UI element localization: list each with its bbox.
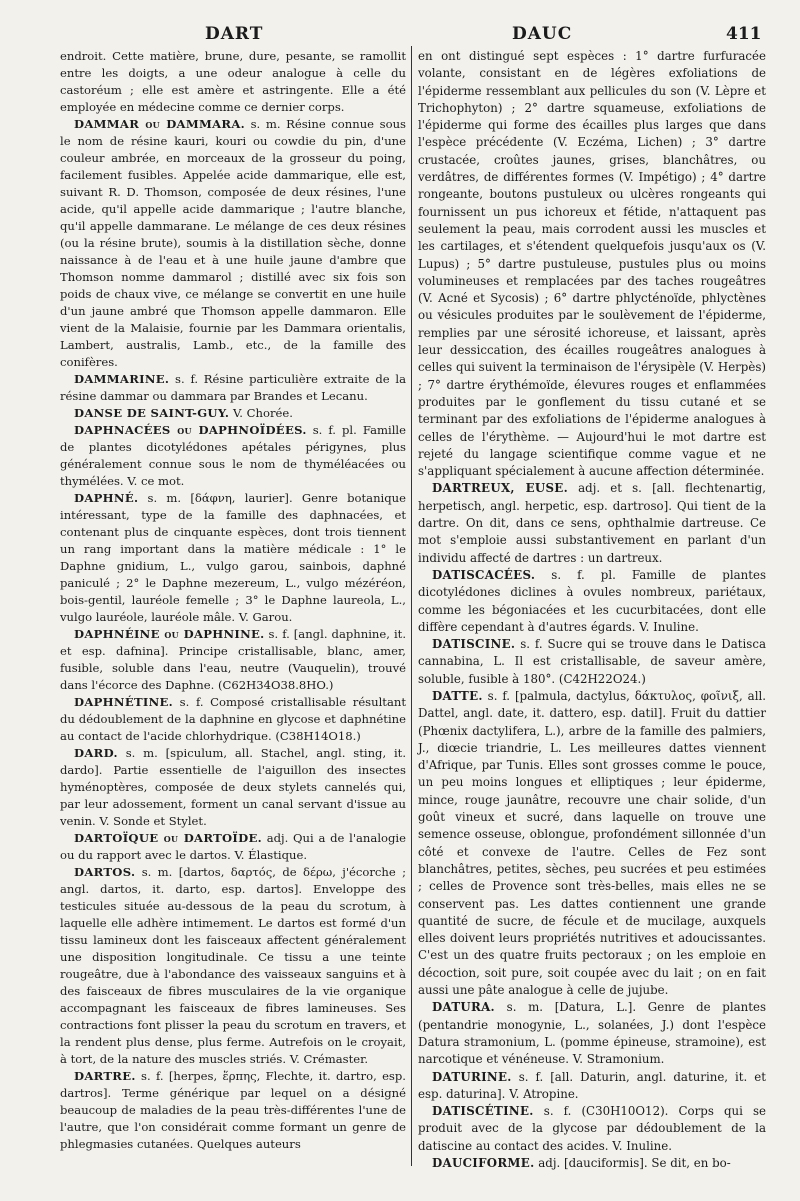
- running-head-right: DAUC: [512, 24, 573, 44]
- entry-text: s. m. [dartos, δαρτός, de δέρω, j'écorche ; angl. dartos, it. darto, esp. dartos]. Enveloppe des testicules située au-dessous de la peau du scrotum, à laquelle elle adhère intimement. Le dartos est formé d'un tissu lamineux dont les faisceaux affectent généralement une disposition longitudinale. Ce tissu a une teinte rougeâtre, due à l'abondance des vaisseaux sanguins et à des faisceaux de fibres musculaires de la vie organique accompagnant les faisceaux de fibres lamineuses. Ses contractions font plisser la peau du scrotum en travers, et la rendent plus dense, plus ferme. Autrefois on le croyait, à tort, de la nature des muscles striés. V. Crémaster.: [60, 865, 407, 1066]
- entry-headword: DARTOS.: [74, 865, 136, 879]
- entry-headword: DANSE DE SAINT-GUY.: [74, 406, 230, 420]
- page-number: 411: [726, 24, 762, 44]
- entry-headword: DAPHNACÉES ou DAPHNOÏDÉES.: [74, 423, 307, 437]
- entry-text: s. f. (C30H10O12). Corps qui se produit avec de la glycose par dédoublement de la datiscine au contact des acides. V. Inuline.: [418, 1104, 766, 1153]
- entry-text: s. f. [palmula, dactylus, δάκτυλος, φοῖνιξ, all. Dattel, angl. date, it. dattero, esp. datil]. Fruit du dattier (Phœnix dactylifera, L.), arbre de la famille des palmiers, J., diœcie triandrie, L. Les meilleures dattes viennent d'Afrique, par Tunis. Elles sont grosses comme le pouce, un peu moins longues et elliptiques ; leur épiderme, mince, rouge jaunâtre, recouvre une chair solide, d'un goût vineux et sucré, dans laquelle on trouve une semence osseuse, oblongue, profondément sillonnée d'un côté et convexe de l'autre. Celles de Fez sont blanchâtres, petites, sèches, peu sucrées et peu estimées ; celles de Provence sont très-belles, mais elles ne se conservent pas. Les dattes contiennent une grande quantité de sucre, de fécule et de mucilage, auxquels elles doivent leurs propriétés nutritives et adoucissantes. C'est un des quatre fruits pectoraux ; on les emploie en décoction, soit pure, soit coupée avec du lait ; on en fait aussi une pâte analogue à celle de jujube.: [418, 688, 766, 998]
- entry-headword: DATURA.: [432, 1000, 495, 1015]
- dictionary-entry: [60, 490, 406, 626]
- entry-headword: DAUCIFORME.: [432, 1156, 535, 1170]
- entry-text: s. f. [angl. daphnine, it. et esp. dafnina]. Principe cristallisable, blanc, amer, fusible, soluble dans l'eau, neutre (Vauquelin), trouvé dans l'écorce des Daphne. (C62H34O38.8HO.): [60, 627, 407, 692]
- entry-text: adj. Qui a de l'analogie ou du rapport avec le dartos. V. Élastique.: [60, 831, 406, 862]
- entry-headword: DAMMAR ou DAMMARA.: [74, 117, 245, 131]
- running-head-left: DART: [205, 24, 264, 44]
- entry-text: s. f. Sucre qui se trouve dans le Datisca cannabina, L. Il est cristallisable, de saveur amère, soluble, fusible à 180°. (C42H22O24.): [418, 637, 766, 686]
- dictionary-entry: [60, 48, 406, 116]
- dictionary-entry: [418, 1155, 766, 1172]
- dictionary-entry: [418, 999, 766, 1068]
- entry-text: s. m. [spiculum, all. Stachel, angl. sting, it. dardo]. Partie essentielle de l'aiguillon des insectes hyménoptères, composée de deux stylets cannelés qui, par leur adossement, forment un canal servant d'issue au venin. V. Sonde et Stylet.: [60, 746, 407, 828]
- dictionary-entry: [418, 480, 766, 566]
- left-column: [60, 48, 406, 1153]
- dictionary-entry: [418, 1103, 766, 1155]
- dictionary-entry: [60, 116, 406, 371]
- entry-headword: DATURINE.: [432, 1069, 512, 1084]
- entry-text: s. f. [herpes, ἕρπης, Flechte, it. dartro, esp. dartros]. Terme générique par lequel on a désigné beaucoup de maladies de la peau très-différentes l'une de l'autre, que l'on considérait comme formant un genre de phlegmasies cutanées. Quelques auteurs: [60, 1069, 406, 1151]
- entry-text: V. Chorée.: [232, 406, 293, 420]
- entry-text: s. f. pl. Famille de plantes dicotylédones diclines à ovules nombreux, pariétaux, comme les bégoniacées et les cucurbitacées, dont elle diffère cependant à d'autres égards. V. Inuline.: [418, 567, 766, 634]
- entry-text: adj. et s. [all. flechtenartig, herpetisch, angl. herpetic, esp. dartroso]. Qui tient de la dartre. On dit, dans ce sens, ophthalmie dartreuse. Ce mot s'emploie aussi substantivement en parlant d'un individu affecté de dartres : un dartreux.: [418, 481, 767, 565]
- dictionary-entry: [418, 567, 766, 636]
- dictionary-entry: [60, 745, 406, 830]
- dictionary-entry: [60, 371, 406, 405]
- entry-headword: DARD.: [74, 746, 118, 760]
- entry-headword: DATISCÉTINE.: [432, 1104, 534, 1119]
- dictionary-entry: [418, 48, 766, 480]
- dictionary-entry: [60, 694, 406, 745]
- entry-headword: DAPHNÉTINE.: [74, 695, 173, 709]
- entry-headword: DARTRE.: [74, 1069, 136, 1083]
- entry-text: s. f. Composé cristallisable résultant du dédoublement de la daphnine en glycose et daphnétine au contact de l'acide chlorhydrique. (C38H14O18.): [60, 695, 407, 743]
- right-column: [418, 48, 766, 1172]
- entry-headword: DATISCINE.: [432, 637, 516, 652]
- entry-headword: DATISCACÉES.: [432, 567, 536, 582]
- dictionary-entry: [60, 1068, 406, 1153]
- dictionary-entry: [418, 1069, 766, 1104]
- entry-text: en ont distingué sept espèces : 1° dartre furfuracée volante, consistant en de légères exfoliations de l'épiderme ressemblant aux pellicules du son (V. Lèpre et Trichophyton) ; 2° dartre squameuse, exfoliations de l'épiderme qui forme des écailles plus larges que dans l'espèce précédente (V. Eczéma, Lichen) ; 3° dartre crustacée, croûtes jaunes, grises, blanchâtres, ou verdâtres, de différentes formes (V. Impétigo) ; 4° dartre rongeante, boutons pustuleux ou ulcères rongeants qui fournissent un pus ichoreux et fétide, n'attaquent pas seulement la peau, mais corrodent aussi les muscles et les cartilages, et s'étendent quelquefois jusqu'aux os (V. Lupus) ; 5° dartre pustuleuse, pustules plus ou moins volumineuses et remplacées par des taches rougeâtres (V. Acné et Sycosis) ; 6° dartre phlycténoïde, phlyctènes ou vésicules produites par le soulèvement de l'épiderme, remplies par une sérosité ichoreuse, et laissant, après leur dessiccation, des écailles rougeâtres analogues à celles qui suivent la terminaison de l'érysipèle (V. Herpès) ; 7° dartre érythémoïde, élevures rouges et enflammées produites par le gonflement du tissu cutané et se terminant par des exfoliations de l'épiderme analogues à celles de l'érythème. — Aujourd'hui le mot dartre est rejeté du langage scientifique comme vague et ne s'appliquant spécialement à aucune affection déterminée.: [418, 49, 766, 479]
- dictionary-entry: [418, 636, 766, 688]
- entry-text: s. m. [Datura, L.]. Genre de plantes (pentandrie monogynie, L., solanées, J.) dont l'espèce Datura stramonium, L. (pomme épineuse, stramoine), est narcotique et vénéneuse. V. Stramonium.: [418, 1000, 767, 1067]
- dictionary-entry: [60, 405, 406, 422]
- entry-text: adj. [dauciformis]. Se dit, en bo-: [538, 1156, 731, 1170]
- entry-text: s. f. Résine particulière extraite de la résine dammar ou dammara par Brandes et Lecanu.: [60, 372, 406, 403]
- entry-headword: DARTREUX, EUSE.: [432, 481, 568, 496]
- dictionary-entry: [60, 422, 406, 490]
- column-divider: [411, 46, 412, 1166]
- entry-text: s. m. [δάφνη, laurier]. Genre botanique intéressant, type de la famille des daphnacées, et contenant plus de cinquante espèces, dont trois tiennent un rang important dans la matière médicale : 1° le Daphne gnidium, L., vulgo garou, sainbois, daphné paniculé ; 2° le Daphne mezereum, L., vulgo mézéréon, bois-gentil, lauréole femelle ; 3° le Daphne laureola, L., vulgo lauréole, lauréole mâle. V. Garou.: [60, 491, 407, 624]
- entry-text: s. f. pl. Famille de plantes dicotylédones apétales périgynes, plus généralement connue sous le nom de thyméléacées ou thymélées. V. ce mot.: [60, 423, 407, 488]
- dictionary-entry: [60, 864, 406, 1068]
- entry-headword: DARTOÏQUE ou DARTOÏDE.: [74, 831, 262, 845]
- entry-headword: DATTE.: [432, 688, 483, 703]
- entry-text: s. m. Résine connue sous le nom de résine kauri, kouri ou cowdie du pin, d'une couleur ambrée, en morceaux de la grosseur du poing, facilement fusibles. Appelée acide dammarique, elle est, suivant R. D. Thomson, composée de deux résines, l'une acide, qu'il appelle acide dammarique ; l'autre blanche, qu'il appelle dammarane. Le mélange de ces deux résines (ou la résine brute), soumis à la distillation sèche, donne naissance à de l'eau et à une huile jaune d'ambre que Thomson nomme dammarol ; distillé avec six fois son poids de chaux vive, ce mélange se convertit en une huile d'un jaune ambré que Thomson appelle dammaron. Elle vient de la Malaisie, fournie par les Dammara orientalis, Lambert, australis, Lamb., etc., de la famille des conifères.: [60, 117, 406, 369]
- entry-text: endroit. Cette matière, brune, dure, pesante, se ramollit entre les doigts, a une odeur analogue à celle du castoréum ; elle est amère et astringente. Elle a été employée en médecine comme ce dernier corps.: [60, 49, 406, 114]
- entry-headword: DAPHNÉ.: [74, 491, 139, 505]
- dictionary-entry: [418, 688, 766, 999]
- dictionary-entry: [60, 830, 406, 864]
- entry-text: s. f. [all. Daturin, angl. daturine, it. et esp. daturina]. V. Atropine.: [418, 1069, 767, 1101]
- dictionary-entry: [60, 626, 406, 694]
- entry-headword: DAPHNÉINE ou DAPHNINE.: [74, 627, 265, 641]
- entry-headword: DAMMARINE.: [74, 372, 170, 386]
